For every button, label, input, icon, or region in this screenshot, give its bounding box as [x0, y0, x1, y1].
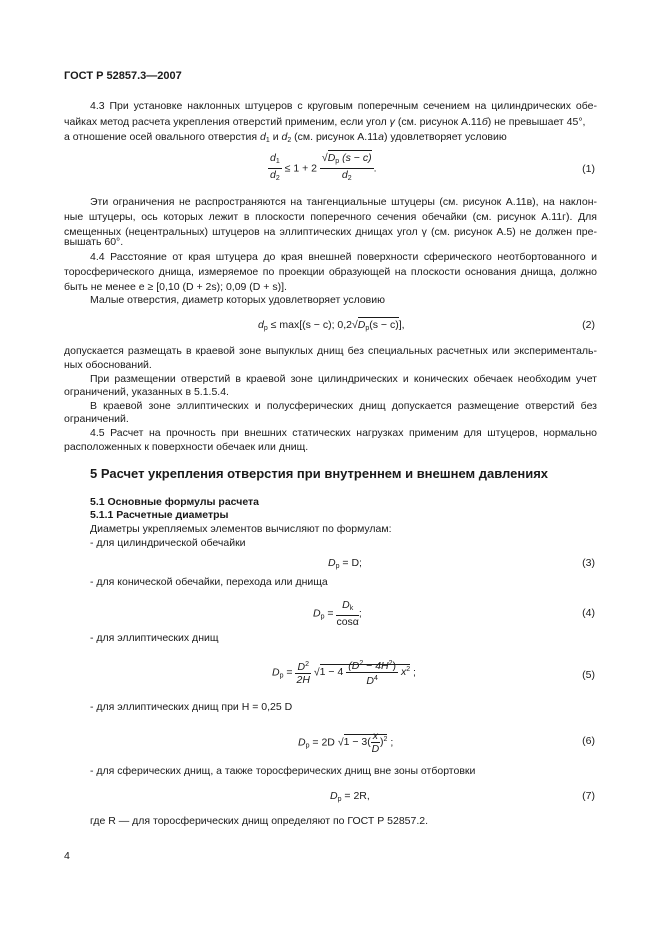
document-code: ГОСТ Р 52857.3—2007: [64, 70, 182, 82]
equation-1: $\frac{d_1}{d_2}$ ≤ 1 + 2 $\frac{√D_p (s - c)}{d_2}$ .: [270, 152, 377, 182]
text-line: а отношение осей овального отверстия $d_1$ и $d_2$ (см. рисунок А.11а) удовлетворяет условию: [64, 131, 507, 144]
text-line: ограничений, указанных в 5.1.5.4.: [64, 386, 229, 398]
equation-number: (6): [582, 735, 595, 747]
section-heading: 5 Расчет укрепления отверстия при внутреннем и внешнем давлениях: [90, 466, 549, 481]
text-line: При размещении отверстий в краевой зоне цилиндрических и конических обечаек необходим учет: [90, 373, 597, 385]
equation-2: $d_p \le \max[(s - c)$; $0,2√D_p(s - c)$],: [258, 319, 405, 332]
text-line: где R — для торосферических днищ определяют по ГОСТ Р 52857.2.: [90, 815, 429, 827]
text-line: - для эллиптических днищ: [90, 632, 219, 644]
subsection-heading: 5.1 Основные формулы расчета: [90, 496, 260, 508]
text-line: 4.3 При установке наклонных штуцеров с круговым поперечным сечением на цилиндрических обе-: [90, 100, 597, 112]
text-line: торосферического днища, измеряемое по проекции образующей на плоскости основания днища, должно: [64, 266, 597, 278]
equation-number: (3): [582, 557, 595, 569]
text-line: Малые отверстия, диаметр которых удовлетворяет условию: [90, 294, 385, 306]
text-line: - для конической обечайки, перехода или днища: [90, 576, 328, 588]
text-line: быть не менее e ≥ [0,10 (D + 2s); 0,09 (D + s)].: [64, 281, 287, 293]
text-line: - для сферических днищ, а также торосферических днищ вне зоны отбортовки: [90, 765, 476, 777]
text-line: вышать 60°.: [64, 236, 124, 248]
equation-number: (2): [582, 319, 595, 331]
page-number: 4: [64, 850, 70, 862]
text-line: смещенных (нецентральных) штуцеров на эллиптических днищах угол γ (см. рисунок А.5) не должен пре-: [64, 226, 597, 238]
text-line: расположенных к поверхности обечаек или днищ.: [64, 441, 309, 453]
text-line: - для эллиптических днищ при H = 0,25 D: [90, 701, 293, 713]
equation-number: (1): [582, 163, 595, 175]
equation-3: $D_p = D$;: [328, 557, 362, 570]
equation-number: (7): [582, 790, 595, 802]
text-line: 4.5 Расчет на прочность при внешних статических нагрузках применим для штуцеров, нормально: [90, 427, 597, 439]
text-line: чайках метод расчета укрепления отверстий применим, если угол γ (см. рисунок А.11б) не превышает 45°,: [64, 116, 586, 128]
equation-number: (5): [582, 669, 595, 681]
text-line: Эти ограничения не распространяются на тангенциальные штуцеры (см. рисунок А.11в), на наклон-: [90, 196, 597, 208]
equation-number: (4): [582, 607, 595, 619]
text-line: - для цилиндрической обечайки: [90, 537, 246, 549]
equation-6: $D_p = 2D$ √1 − 3( $\frac{x}{D}$ )$^2$ ;: [298, 730, 394, 755]
equation-7: $D_p = 2R$,: [330, 790, 370, 803]
subsection-heading: 5.1.1 Расчетные диаметры: [90, 509, 229, 521]
equation-4: $D_p$ = $\frac{D_k}{\cos\alpha}$ ;: [313, 599, 362, 628]
text-line: Диаметры укрепляемых элементов вычисляют по формулам:: [90, 523, 392, 535]
text-line: В краевой зоне эллиптических и полусферических днищ допускается размещение отверстий без: [90, 400, 597, 412]
text-line: ных обоснований.: [64, 359, 152, 371]
equation-5: $D_p$ = $\frac{D^2}{2H}$ √1 − 4 $\frac{(D^2 - 4H^2)}{D^4}$ $x^2$ ;: [272, 660, 416, 687]
text-line: 4.4 Расстояние от края штуцера до края внешней поверхности сферического неотбортованного и: [90, 251, 597, 263]
text-line: ные штуцеры, ось которых лежит в плоскости поперечного сечения обечайки (см. рисунок А.11г). Для: [64, 211, 597, 223]
text-line: допускается размещать в краевой зоне выпуклых днищ без специальных расчетных или эксперименталь-: [64, 345, 597, 357]
text-line: ограничений.: [64, 413, 129, 425]
